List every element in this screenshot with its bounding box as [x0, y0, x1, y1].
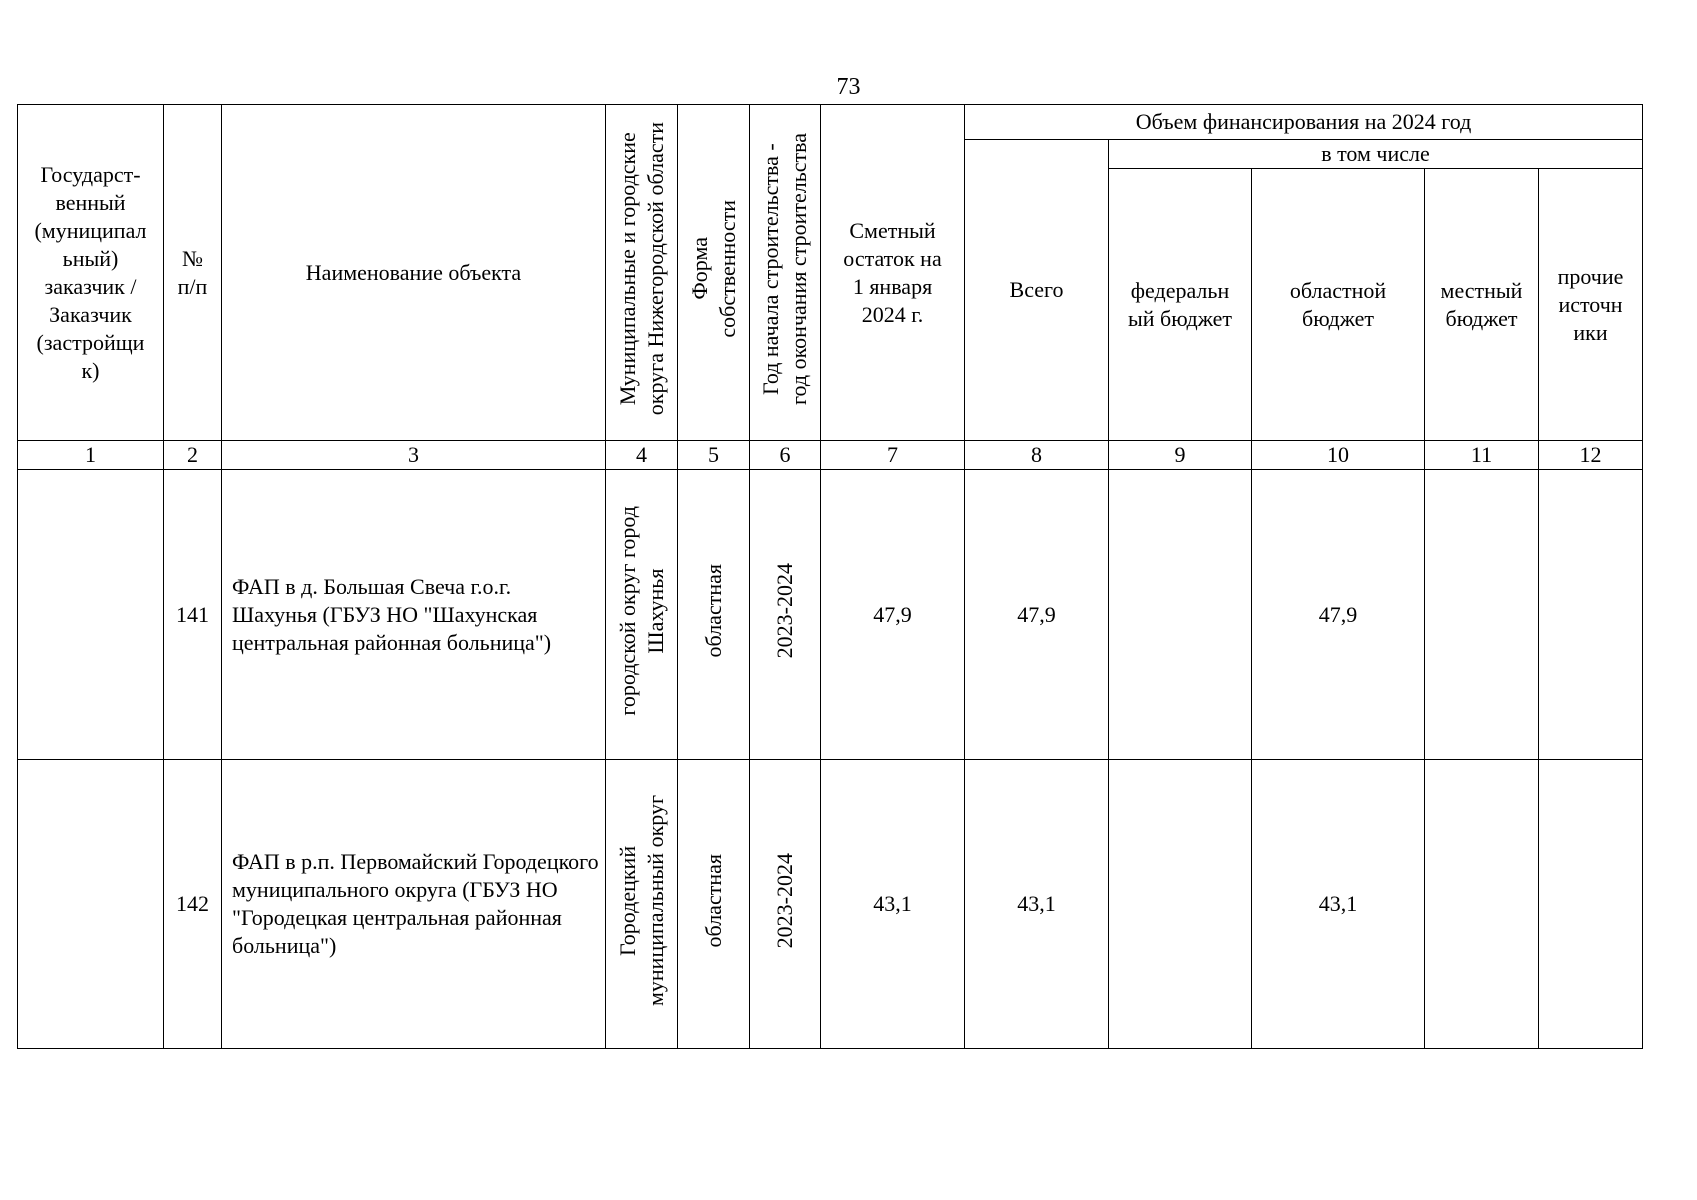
- row-num: 142: [164, 760, 222, 1049]
- row-other: [1539, 470, 1643, 760]
- row-object-name: ФАП в д. Большая Свеча г.о.г. Шахунья (ГБУЗ НО "Шахунская центральная районная больница"): [222, 470, 606, 760]
- row-regional: 43,1: [1252, 760, 1425, 1049]
- column-number: 2: [164, 441, 222, 470]
- header-local: местный бюджет: [1425, 169, 1539, 441]
- row-federal: [1109, 470, 1252, 760]
- row-ownership: областная: [678, 470, 750, 760]
- header-ownership: Форма собственности: [678, 105, 750, 441]
- row-years: 2023-2024: [750, 760, 821, 1049]
- header-object-name: Наименование объекта: [222, 105, 606, 441]
- row-estimate: 43,1: [821, 760, 965, 1049]
- header-estimate: Сметный остаток на 1 января 2024 г.: [821, 105, 965, 441]
- column-number: 11: [1425, 441, 1539, 470]
- row-municipality: городской округ город Шахунья: [606, 470, 678, 760]
- column-number: 12: [1539, 441, 1643, 470]
- row-regional: 47,9: [1252, 470, 1425, 760]
- table-row: [18, 470, 1643, 760]
- row-total: 47,9: [965, 470, 1109, 760]
- column-number: 10: [1252, 441, 1425, 470]
- row-object-name: ФАП в р.п. Первомайский Городецкого муниципального округа (ГБУЗ НО "Городецкая центральная районная больница"): [222, 760, 606, 1049]
- row-years: 2023-2024: [750, 470, 821, 760]
- row-local: [1425, 760, 1539, 1049]
- header-financing: Объем финансирования на 2024 год: [965, 105, 1643, 140]
- row-total: 43,1: [965, 760, 1109, 1049]
- header-years: Год начала строительства - год окончания строительства: [750, 105, 821, 441]
- header-municipality: Муниципальные и городские округа Нижегородской области: [606, 105, 678, 441]
- row-municipality: Городецкий муниципальный округ: [606, 760, 678, 1049]
- column-numbers-row: [18, 441, 1643, 470]
- row-num: 141: [164, 470, 222, 760]
- header-other: прочие источн ики: [1539, 169, 1643, 441]
- header-total: Всего: [965, 140, 1109, 441]
- header-including: в том числе: [1109, 140, 1643, 169]
- row-other: [1539, 760, 1643, 1049]
- row-local: [1425, 470, 1539, 760]
- row-customer: [18, 760, 164, 1049]
- column-number: 1: [18, 441, 164, 470]
- row-customer: [18, 470, 164, 760]
- header-num: № п/п: [164, 105, 222, 441]
- column-number: 9: [1109, 441, 1252, 470]
- header-federal: федеральн ый бюджет: [1109, 169, 1252, 441]
- row-estimate: 47,9: [821, 470, 965, 760]
- column-number: 5: [678, 441, 750, 470]
- financing-table: [17, 104, 1643, 1049]
- header-regional: областной бюджет: [1252, 169, 1425, 441]
- page-number: 73: [836, 74, 861, 100]
- column-number: 6: [750, 441, 821, 470]
- column-number: 3: [222, 441, 606, 470]
- row-federal: [1109, 760, 1252, 1049]
- header-customer: Государст- венный (муниципал ьный) заказчик / Заказчик (застройщи к): [18, 105, 164, 441]
- column-number: 8: [965, 441, 1109, 470]
- table-row: [18, 760, 1643, 1049]
- column-number: 7: [821, 441, 965, 470]
- header-row-1: [18, 105, 1643, 140]
- column-number: 4: [606, 441, 678, 470]
- row-ownership: областная: [678, 760, 750, 1049]
